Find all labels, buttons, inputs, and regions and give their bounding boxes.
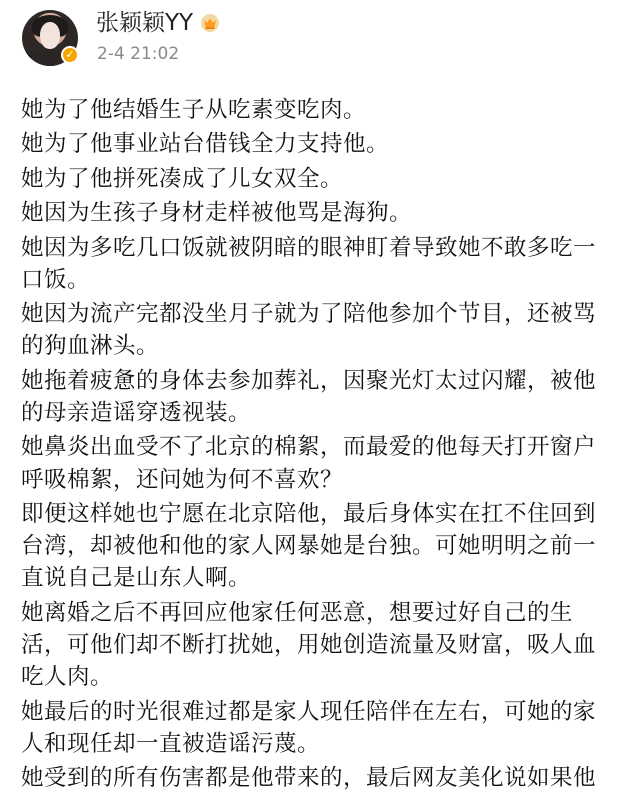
post-paragraph-line: 她为了他事业站台借钱全力支持他。 — [21, 131, 390, 158]
post-paragraph — [21, 298, 621, 362]
post-paragraph-line: 即便这样她也宁愿在北京陪他，最后身体实在扛不住回到 — [21, 500, 597, 527]
post-paragraph-line: 她受到的所有伤害都是他带来的，最后网友美化说如果他 — [21, 765, 597, 792]
post-paragraph — [21, 762, 621, 794]
post-paragraph — [21, 431, 621, 495]
post-content — [21, 94, 621, 797]
post-paragraph-line: 活，可他们却不断打扰她，用她创造流量及财富，吸人血 — [21, 631, 597, 658]
post-paragraph — [21, 163, 621, 195]
post-paragraph-line: 台湾，却被他和他的家人网暴她是台独。可她明明之前一 — [21, 533, 597, 560]
crown-icon — [200, 13, 220, 33]
post-paragraph-line: 她因为生孩子身材走样被他骂是海狗。 — [21, 200, 413, 227]
post-paragraph — [21, 94, 621, 126]
post-paragraph-line: 她因为流产完都没坐月子就为了陪他参加个节目，还被骂 — [21, 301, 597, 328]
post-paragraph-line: 她离婚之后不再回应他家任何恶意，想要过好自己的生 — [21, 599, 574, 626]
post-timestamp: 2-4 21:02 — [97, 44, 180, 64]
post-paragraph — [21, 365, 621, 429]
post-paragraph-line: 她为了他拼死凑成了儿女双全。 — [21, 165, 344, 192]
post-paragraph-line: 呼吸棉絮，还问她为何不喜欢？ — [21, 466, 344, 493]
post-paragraph — [21, 696, 621, 760]
post-paragraph-line: 直说自己是山东人啊。 — [21, 565, 252, 592]
post-paragraph-line: 她拖着疲惫的身体去参加葬礼，因聚光灯太过闪耀，被他 — [21, 367, 597, 394]
post-paragraph — [21, 232, 621, 296]
avatar-face — [40, 22, 60, 49]
post-paragraph — [21, 197, 621, 229]
post-paragraph-line: 她最后的时光很难过都是家人现任陪伴在左右，可她的家 — [21, 698, 597, 725]
verified-badge-icon: ✓ — [61, 46, 79, 64]
post-paragraph-line: 她为了他结婚生子从吃素变吃肉。 — [21, 97, 367, 123]
post-header — [0, 0, 640, 78]
post-paragraph-line: 的母亲造谣穿透视装。 — [21, 399, 252, 426]
post-paragraph-line: 的狗血淋头。 — [21, 333, 160, 360]
post-paragraph-line: 吃人肉。 — [21, 664, 114, 691]
post-paragraph — [21, 498, 621, 595]
post-paragraph-line: 口饭。 — [21, 266, 91, 293]
post-paragraph — [21, 128, 621, 160]
username[interactable]: 张颖颖YY — [96, 10, 194, 36]
post-paragraph — [21, 597, 621, 694]
post-paragraph-line: 她鼻炎出血受不了北京的棉絮，而最爱的他每天打开窗户 — [21, 434, 597, 461]
post-paragraph-line: 人和现任却一直被造谣污蔑。 — [21, 730, 321, 757]
post-paragraph-line: 她因为多吃几口饭就被阴暗的眼神盯着导致她不敢多吃一 — [21, 234, 597, 261]
